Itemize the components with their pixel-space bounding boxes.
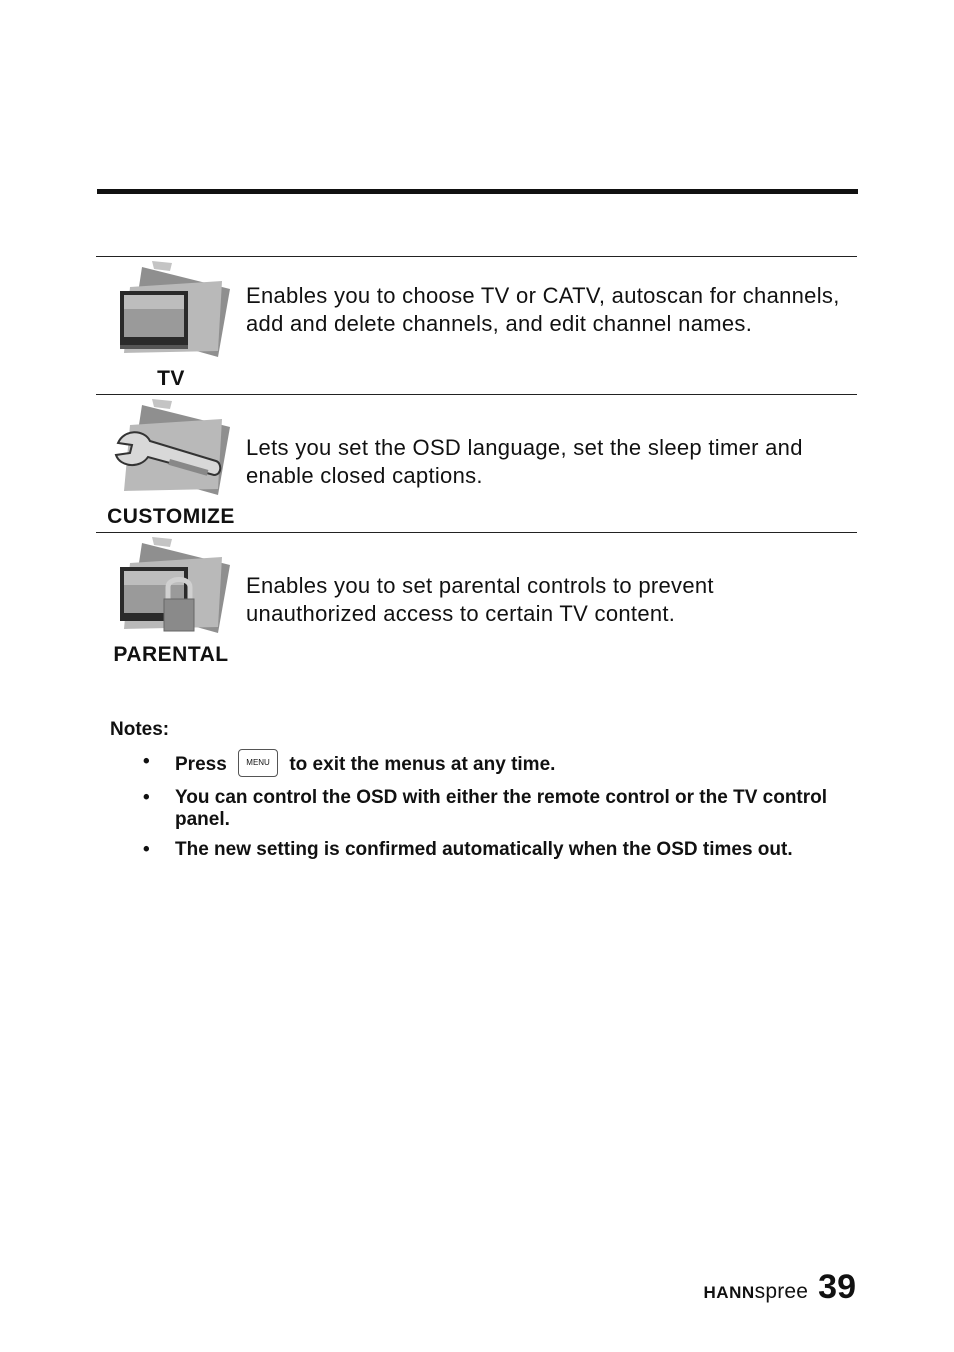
note-text: You can control the OSD with either the remote control or the TV control panel. [175, 787, 828, 830]
brand-logo: HANNspree [703, 1280, 809, 1303]
bullet: • [143, 787, 150, 808]
menu-item-label: TV [157, 367, 185, 390]
menu-item-label: CUSTOMIZE [107, 505, 235, 528]
menu-item-description: Enables you to choose TV or CATV, autoscan for channels, add and delete channels, and edit channel names. [246, 283, 840, 336]
page-footer [704, 1268, 856, 1307]
lock-folder-icon [110, 537, 230, 637]
note-text: Press [175, 754, 227, 776]
menu-item-parental [96, 533, 857, 673]
note-item [110, 839, 850, 861]
notes-title: Notes: [110, 719, 170, 740]
menu-item-tv [96, 257, 857, 394]
page-number: 39 [818, 1268, 856, 1306]
tv-folder-icon [110, 261, 230, 361]
menu-item-label: PARENTAL [113, 643, 229, 666]
note-text: The new setting is confirmed automatically when the OSD times out. [175, 839, 793, 860]
menu-item-customize [96, 395, 857, 532]
note-item [110, 751, 850, 779]
menu-item-description: Lets you set the OSD language, set the sleep timer and enable closed captions. [246, 435, 803, 488]
notes-section [110, 719, 850, 869]
bullet: • [143, 751, 150, 772]
menu-key-icon: MENU [238, 749, 278, 777]
note-text: to exit the menus at any time. [289, 754, 556, 776]
bullet: • [143, 839, 150, 860]
menu-item-description: Enables you to set parental controls to prevent unauthorized access to certain TV content. [246, 573, 714, 626]
wrench-folder-icon [110, 399, 230, 499]
note-item [110, 787, 850, 831]
header-rule [97, 189, 858, 194]
